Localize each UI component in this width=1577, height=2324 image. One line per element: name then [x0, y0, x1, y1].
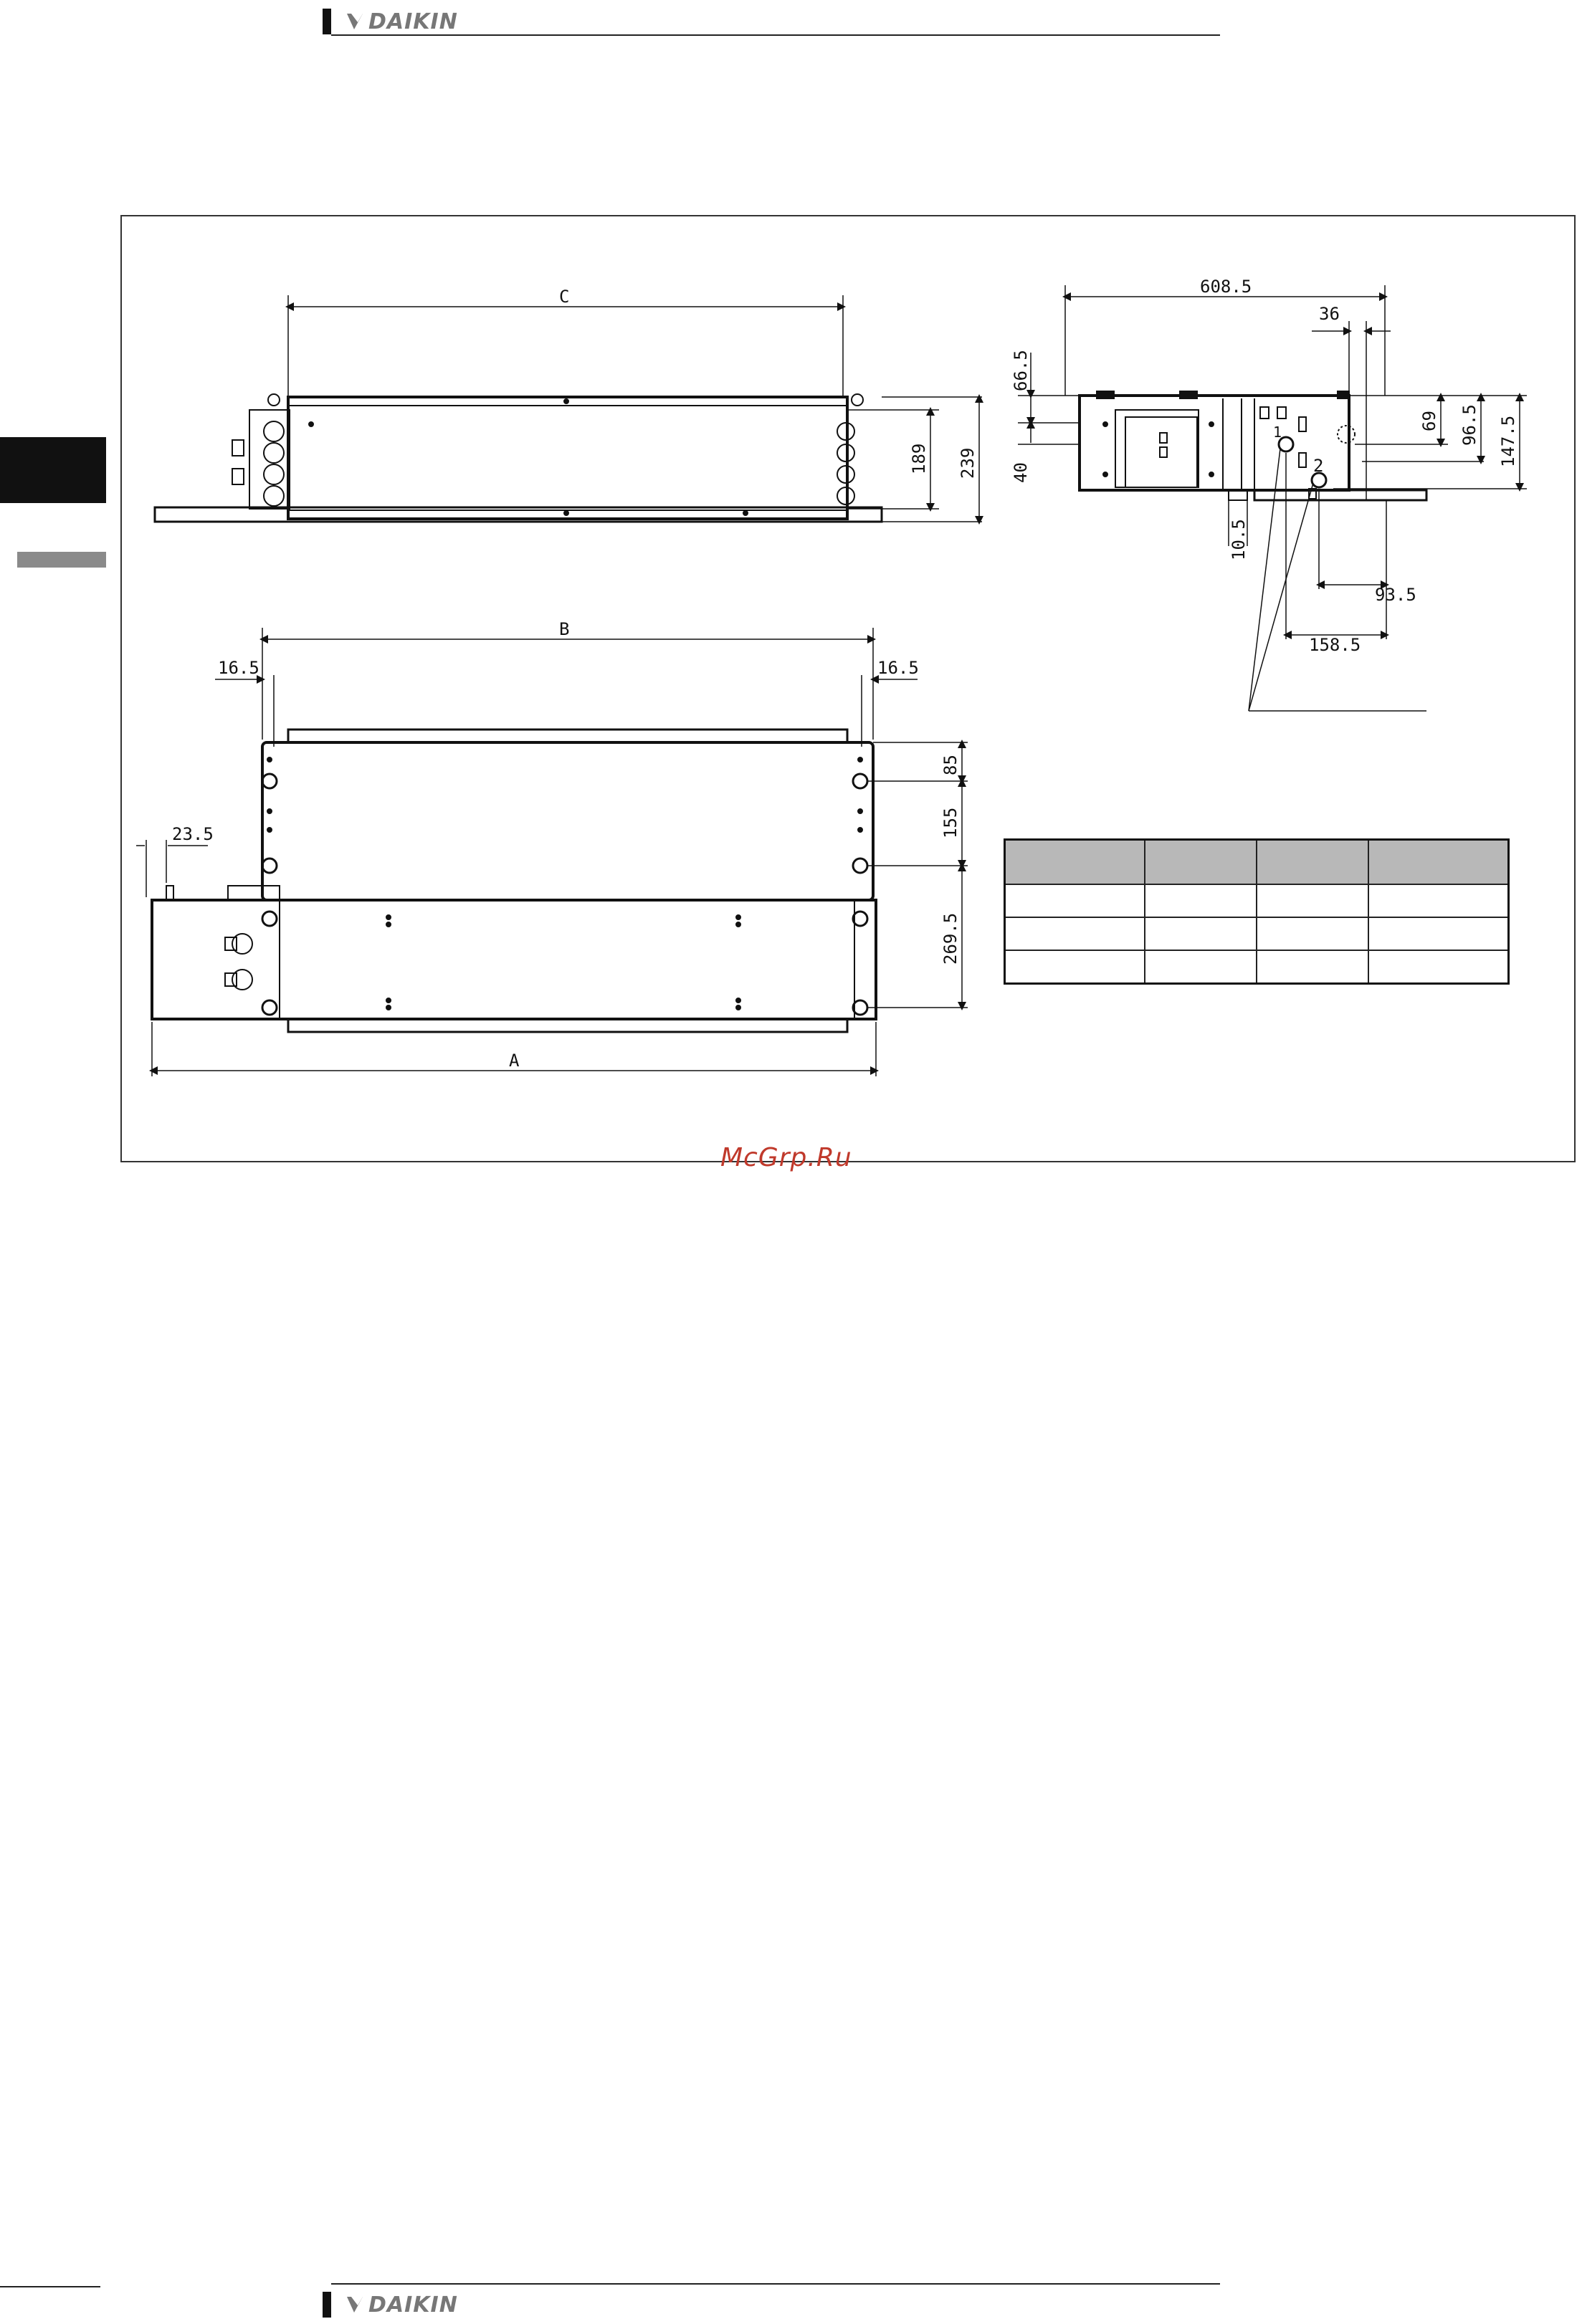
header-brand	[323, 9, 458, 34]
callout-1-label: 1	[1273, 424, 1282, 441]
table-cell	[1145, 884, 1257, 917]
footer-rule	[331, 2283, 1220, 2285]
footer-daikin-logo	[346, 2292, 458, 2318]
drawing-frame	[120, 215, 1576, 1162]
dim-10-5-label: 10.5	[1229, 519, 1249, 560]
table-cell	[1005, 950, 1145, 984]
header-brand-text: DAIKIN	[368, 9, 458, 34]
footer-left-rule	[0, 2286, 100, 2287]
dim-23-5-label: 23.5	[172, 824, 214, 844]
dim-c-label: C	[559, 287, 570, 307]
dim-16-5-right-label: 16.5	[877, 658, 919, 678]
dim-40-label: 40	[1011, 462, 1031, 483]
plan-view	[136, 628, 968, 1076]
dim-239-label: 239	[958, 447, 978, 479]
technical-drawing	[122, 216, 1577, 1164]
header-brand-mark	[323, 9, 331, 34]
watermark: McGrp.Ru	[720, 1143, 852, 1172]
table-cell	[1145, 950, 1257, 984]
dim-85-label: 85	[940, 755, 961, 775]
table-cell	[1257, 917, 1368, 950]
dim-155-label: 155	[940, 807, 961, 838]
table-header-cell	[1368, 840, 1508, 885]
table-cell	[1005, 917, 1145, 950]
dim-69-label: 69	[1419, 411, 1439, 431]
footer-brand-text: DAIKIN	[368, 2292, 458, 2318]
table-header-cell	[1145, 840, 1257, 885]
table-cell	[1257, 884, 1368, 917]
footer-brand	[323, 2292, 458, 2318]
dimension-table	[1004, 838, 1510, 985]
daikin-logo	[346, 9, 458, 34]
dim-a-label: A	[509, 1051, 520, 1071]
table-row	[1005, 917, 1509, 950]
dim-36-label: 36	[1319, 304, 1340, 324]
callout-2-label: 2	[1313, 456, 1324, 476]
table-cell	[1145, 917, 1257, 950]
table-header-cell	[1005, 840, 1145, 885]
chapter-tab	[0, 437, 106, 503]
dim-66-5-label: 66.5	[1011, 350, 1031, 391]
dim-b-label: B	[559, 619, 570, 639]
table-row	[1005, 884, 1509, 917]
daikin-logo-icon	[346, 12, 364, 31]
dim-608-5-label: 608.5	[1200, 277, 1252, 297]
table-cell	[1257, 950, 1368, 984]
table-row	[1005, 950, 1509, 984]
dim-96-5-label: 96.5	[1459, 404, 1480, 446]
dim-93-5-label: 93.5	[1375, 585, 1416, 605]
section-tab	[17, 552, 106, 568]
daikin-logo-icon	[346, 2295, 364, 2314]
side-view	[1018, 285, 1527, 711]
table-header-cell	[1257, 840, 1368, 885]
table-cell	[1368, 917, 1508, 950]
table-cell	[1368, 884, 1508, 917]
dim-158-5-label: 158.5	[1309, 635, 1361, 655]
table-cell	[1005, 884, 1145, 917]
dim-147-5-label: 147.5	[1498, 415, 1518, 467]
dim-269-5-label: 269.5	[940, 912, 961, 965]
header-rule	[331, 34, 1220, 36]
footer-brand-mark	[323, 2292, 331, 2318]
dim-189-label: 189	[909, 443, 929, 474]
top-view	[155, 295, 982, 522]
dim-16-5-left-label: 16.5	[218, 658, 259, 678]
table-header-row	[1005, 840, 1509, 885]
table-cell	[1368, 950, 1508, 984]
